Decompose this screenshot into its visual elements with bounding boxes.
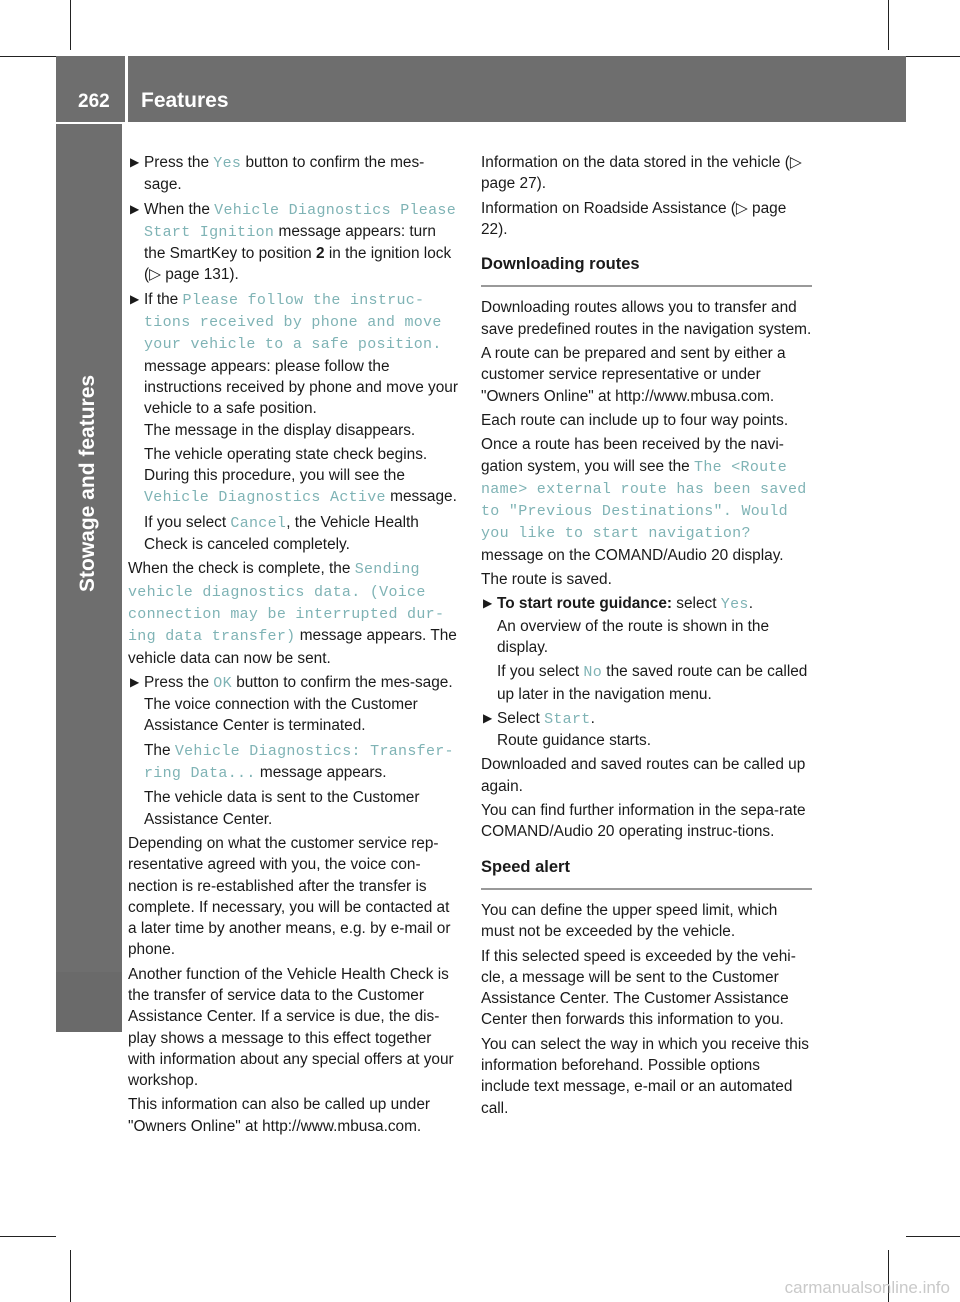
display-message: Cancel <box>230 514 287 532</box>
body-paragraph: You can define the upper speed limit, which must not be exceeded by the vehicle. <box>481 901 778 941</box>
body-paragraph: Once a route has been received by the navi-gation system, you will see the The <Route name> external route has been saved to "Previous Destinations". Would you like to start navigation? message on the COMAND/Audio 20 display. <box>481 436 807 564</box>
instruction-step: ▶ Press the Yes button to confirm the mes-sage. <box>130 154 425 194</box>
body-paragraph: When the check is complete, the Sending vehicle diagnostics data. (Voice connection may be interrupted dur-ing data transfer) message appears. The vehicle data can now be sent. <box>128 560 457 667</box>
display-message: Yes <box>720 596 749 614</box>
instruction-step: ▶ To start route guidance: select Yes. An overview of the route is shown in the display. <box>483 595 770 656</box>
display-message: Vehicle Diagnostics Please Start Ignition <box>144 201 457 241</box>
body-paragraph: Depending on what the customer service rep-resentative agreed with you, the voice con-nection is re-established after the transfer is complete. If necessary, you will be contacted at a later time by another means, e.g. by e-mail or phone. <box>128 834 451 959</box>
step-arrow-icon: ▶ <box>130 674 140 689</box>
body-paragraph: Each route can include up to four way points. <box>481 411 789 429</box>
body-paragraph: This information can also be called up under "Owners Online" at http://www.mbusa.com. <box>128 1096 431 1135</box>
instruction-step: ▶ Select Start. Route guidance starts. <box>483 709 651 750</box>
step-detail: If you select Cancel, the Vehicle Health Check is canceled completely. <box>144 513 419 554</box>
body-paragraph: Information on the data stored in the vehicle (▷ page 27). <box>481 154 802 193</box>
display-message: Start <box>544 710 591 728</box>
body-paragraph: Downloading routes allows you to transfer and save predefined routes in the navigation system. <box>481 299 812 338</box>
display-message: OK <box>213 674 232 692</box>
body-paragraph: Downloaded and saved routes can be called up again. <box>481 756 806 795</box>
step-detail: The vehicle operating state check begins. During this procedure, you will see the Vehicle Diagnostics Active message. <box>144 445 457 507</box>
step-detail: The Vehicle Diagnostics: Transfer-ring Data... message appears. <box>144 741 454 783</box>
page-number: 262 <box>78 91 110 112</box>
crop-mark <box>70 1250 71 1302</box>
display-message: The <Route name> external route has been saved to "Previous Destinations". Would you like to start navigation? <box>481 458 807 543</box>
header-separator <box>125 56 128 122</box>
display-message: Yes <box>213 155 242 172</box>
crop-mark <box>70 0 71 50</box>
chapter-tab-marker <box>56 972 122 1032</box>
display-message: Sending vehicle diagnostics data. (Voice connection may be interrupted dur-ing data transfer) <box>128 561 445 646</box>
display-message: Vehicle Diagnostics Active <box>144 489 386 507</box>
crop-mark <box>906 1236 960 1237</box>
body-paragraph: If this selected speed is exceeded by the vehi-cle, a message will be sent to the Customer Assistance Center. The Customer Assistance Center then forwards this information to you. <box>481 947 796 1029</box>
step-arrow-icon: ▶ <box>130 155 140 169</box>
body-paragraph: You can find further information in the sepa-rate COMAND/Audio 20 operating instruc-tions. <box>481 802 806 841</box>
left-column <box>128 152 460 1140</box>
instruction-step: ▶ If the Please follow the instruc-tions received by phone and move your vehicle to a safe position. message appears: please follow the instructions received by phone and move your vehicle to a safe position. The message in the display disappears. <box>130 290 458 439</box>
crop-mark <box>906 56 960 57</box>
section-heading: Downloading routes <box>481 254 812 287</box>
body-paragraph: A route can be prepared and sent by either a customer service representative or under "Owners Online" at http://www.mbusa.com. <box>481 345 786 405</box>
body-paragraph: Information on Roadside Assistance (▷ page 22). <box>481 199 787 238</box>
body-paragraph: The route is saved. <box>481 571 612 589</box>
instruction-step: ▶ When the Vehicle Diagnostics Please Start Ignition message appears: turn the SmartKey to position 2 in the ignition lock (▷ page 131). <box>130 200 457 284</box>
display-message: No <box>583 664 603 682</box>
right-column <box>481 152 812 1122</box>
step-arrow-icon: ▶ <box>130 201 140 216</box>
crop-mark <box>0 56 56 57</box>
display-message: Vehicle Diagnostics: Transfer-ring Data... <box>144 742 454 783</box>
instruction-step: ▶ Press the OK button to confirm the mes-sage. The voice connection with the Customer Assistance Center is terminated. <box>130 673 453 735</box>
crop-mark <box>0 1236 56 1237</box>
step-detail: If you select No the saved route can be called up later in the navigation menu. <box>497 663 808 703</box>
step-arrow-icon: ▶ <box>130 291 140 306</box>
section-title: Features <box>141 89 229 112</box>
step-arrow-icon: ▶ <box>483 596 493 611</box>
display-message: Please follow the instruc-tions received by phone and move your vehicle to a safe position. <box>144 291 442 354</box>
body-paragraph: You can select the way in which you receive this information beforehand. Possible options include text message, e-mail or an automated call. <box>481 1035 809 1117</box>
body-paragraph: Another function of the Vehicle Health Check is the transfer of service data to the Customer Assistance Center. If a service is due, the dis-play shows a message to this effect together with information about any special offers at your workshop. <box>128 965 454 1090</box>
step-detail: The vehicle data is sent to the Customer Assistance Center. <box>144 789 420 828</box>
section-heading: Speed alert <box>481 857 812 890</box>
watermark: carmanualsonline.info <box>784 1278 950 1297</box>
step-arrow-icon: ▶ <box>483 710 493 725</box>
crop-mark <box>888 0 889 50</box>
chapter-label: Stowage and features <box>76 374 99 592</box>
